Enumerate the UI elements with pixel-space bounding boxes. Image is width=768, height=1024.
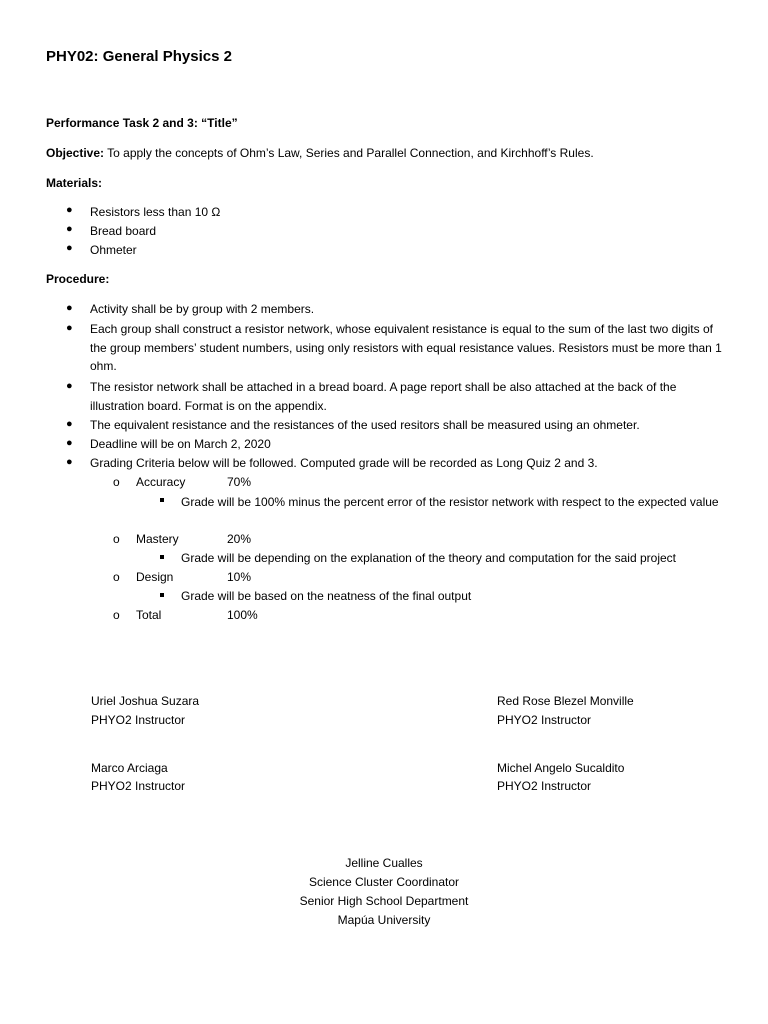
signatory-role: PHYO2 Instructor: [497, 713, 592, 727]
signatory-role: PHYO2 Instructor: [91, 713, 186, 727]
coordinator-name: Jelline Cualles: [345, 856, 423, 870]
bullet-icon: ●: [66, 223, 73, 235]
circle-bullet-icon: o: [113, 570, 120, 584]
criterion-weight: 10%: [227, 570, 252, 584]
bullet-icon: ●: [66, 437, 73, 449]
objective-text: To apply the concepts of Ohm’s Law, Series and Parallel Connection, and Kirchhoff’s Rules.: [107, 146, 594, 160]
criterion-name: Accuracy: [136, 475, 186, 489]
signatory-role: PHYO2 Instructor: [91, 779, 186, 793]
criterion-detail: Grade will be 100% minus the percent error of the resistor network with respect to the expected value: [181, 495, 719, 509]
signatory-name: Michel Angelo Sucaldito: [497, 761, 625, 775]
list-item: The resistor network shall be attached in a bread board. A page report shall be also attached at the back of the illustration board. Format is on the appendix.: [90, 380, 677, 413]
bullet-icon: ●: [66, 456, 73, 468]
list-item: The equivalent resistance and the resistances of the used resitors shall be measured using an ohmeter.: [90, 418, 640, 432]
signatory-name: Uriel Joshua Suzara: [91, 694, 200, 708]
list-item: Activity shall be by group with 2 members.: [90, 302, 315, 316]
criterion-weight: 100%: [227, 608, 258, 622]
square-bullet-icon: [160, 555, 164, 559]
list-item: Grading Criteria below will be followed. Computed grade will be recorded as Long Quiz 2 and 3.: [90, 456, 598, 470]
coordinator-department: Senior High School Department: [299, 894, 469, 908]
criterion-name: Design: [136, 570, 174, 584]
circle-bullet-icon: o: [113, 475, 120, 489]
bullet-icon: ●: [66, 418, 73, 430]
objective-label: Objective:: [46, 146, 105, 160]
criterion-detail: Grade will be based on the neatness of the final output: [181, 589, 472, 603]
square-bullet-icon: [160, 593, 164, 597]
signatory-role: PHYO2 Instructor: [497, 779, 592, 793]
signatory-name: Red Rose Blezel Monville: [497, 694, 634, 708]
criterion-name: Total: [136, 608, 162, 622]
objective: [46, 146, 594, 160]
list-item: Bread board: [90, 224, 157, 238]
list-item: Each group shall construct a resistor network, whose equivalent resistance is equal to the sum of the last two digits of the group members’ student numbers, using only resistors with equal resistance values. Resistors must be more than 1 ohm.: [90, 322, 722, 373]
square-bullet-icon: [160, 498, 164, 502]
bullet-icon: ●: [66, 380, 73, 392]
course-title: PHY02: General Physics 2: [46, 48, 232, 65]
signatory-name: Marco Arciaga: [91, 761, 168, 775]
criterion-weight: 20%: [227, 532, 252, 546]
coordinator-university: Mapúa University: [337, 913, 431, 927]
materials-heading: Materials:: [46, 176, 103, 190]
circle-bullet-icon: o: [113, 608, 120, 622]
list-item: Ohmeter: [90, 243, 137, 257]
procedure-heading: Procedure:: [46, 272, 110, 286]
list-item: Resistors less than 10 Ω: [90, 205, 221, 219]
bullet-icon: ●: [66, 322, 73, 334]
criterion-weight: 70%: [227, 475, 252, 489]
task-title: Performance Task 2 and 3: “Title”: [46, 116, 238, 130]
bullet-icon: ●: [66, 204, 73, 216]
circle-bullet-icon: o: [113, 532, 120, 546]
bullet-icon: ●: [66, 302, 73, 314]
coordinator-title: Science Cluster Coordinator: [308, 875, 460, 889]
criterion-detail: Grade will be depending on the explanation of the theory and computation for the said project: [181, 551, 676, 565]
list-item: Deadline will be on March 2, 2020: [90, 437, 271, 451]
criterion-name: Mastery: [136, 532, 179, 546]
bullet-icon: ●: [66, 242, 73, 254]
